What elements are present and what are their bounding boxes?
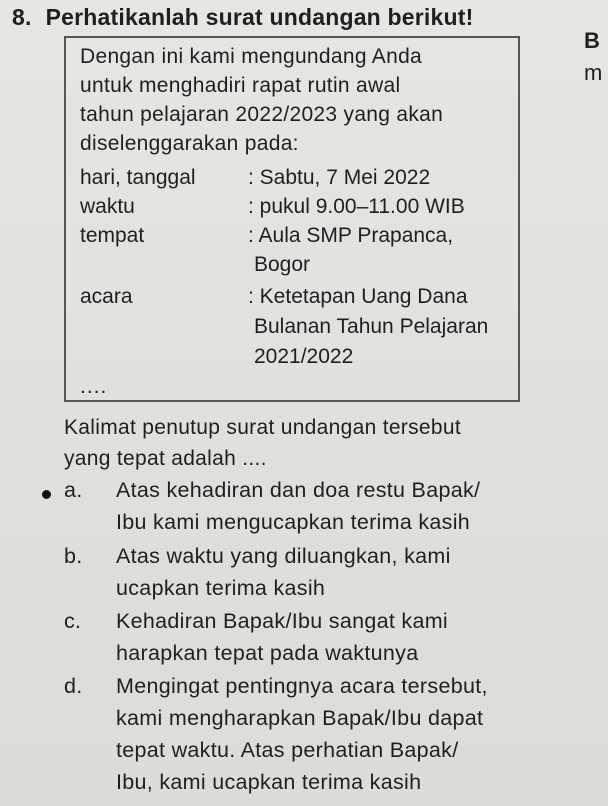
answer-mark-dot bbox=[42, 490, 51, 499]
side-letter-b: B bbox=[584, 28, 600, 53]
option-line: tepat waktu. Atas perhatian Bapak/ bbox=[116, 738, 459, 762]
option-line: kami mengharapkan Bapak/Ibu dapat bbox=[116, 706, 484, 730]
option-key: b. bbox=[64, 544, 83, 568]
side-letter-m: m bbox=[584, 60, 603, 85]
option-line: Ibu, kami ucapkan terima kasih bbox=[116, 770, 422, 794]
intro-line: Dengan ini kami mengundang Anda bbox=[80, 45, 423, 68]
question-header bbox=[12, 4, 473, 31]
intro-line: tahun pelajaran 2022/2023 yang akan bbox=[80, 103, 444, 126]
intro-line: diselenggarakan pada: bbox=[80, 132, 299, 155]
option-b[interactable] bbox=[64, 540, 584, 604]
intro-line: untuk menghadiri rapat rutin awal bbox=[80, 74, 401, 97]
detail-value: : Ketetapan Uang Dana bbox=[248, 285, 468, 308]
option-line: harapkan tepat pada waktunya bbox=[116, 641, 419, 665]
option-line: Ibu kami mengucapkan terima kasih bbox=[116, 510, 471, 534]
option-line: Kehadiran Bapak/Ibu sangat kami bbox=[116, 609, 449, 633]
detail-label: hari, tanggal bbox=[80, 166, 196, 189]
detail-label: tempat bbox=[80, 224, 145, 247]
stem-line: Kalimat penutup surat undangan tersebut bbox=[64, 416, 461, 439]
option-a[interactable] bbox=[64, 474, 584, 538]
detail-value-cont: 2021/2022 bbox=[254, 345, 354, 368]
detail-label: acara bbox=[80, 285, 133, 308]
option-line: Atas waktu yang diluangkan, kami bbox=[116, 544, 451, 568]
option-key: d. bbox=[64, 674, 83, 698]
option-line: Atas kehadiran dan doa restu Bapak/ bbox=[116, 478, 481, 502]
question-number: 8. bbox=[12, 4, 32, 30]
question-prompt: Perhatikanlah surat undangan berikut! bbox=[45, 4, 474, 30]
detail-value-cont: Bogor bbox=[254, 253, 311, 276]
option-line: Mengingat pentingnya acara tersebut, bbox=[116, 674, 488, 698]
detail-value: : pukul 9.00–11.00 WIB bbox=[248, 195, 465, 218]
detail-value-cont: Bulanan Tahun Pelajaran bbox=[254, 315, 489, 338]
stem-line: yang tepat adalah .... bbox=[64, 447, 267, 470]
option-key: a. bbox=[64, 478, 83, 502]
option-d[interactable] bbox=[64, 670, 584, 798]
invitation-intro bbox=[80, 42, 510, 158]
detail-value: : Aula SMP Prapanca, bbox=[248, 224, 454, 247]
letter-ellipsis: .... bbox=[80, 375, 108, 398]
detail-value: : Sabtu, 7 Mei 2022 bbox=[248, 166, 431, 189]
option-c[interactable] bbox=[64, 605, 584, 669]
question-stem bbox=[64, 412, 584, 474]
detail-label: waktu bbox=[80, 195, 135, 218]
option-key: c. bbox=[64, 609, 82, 633]
option-line: ucapkan terima kasih bbox=[116, 576, 326, 600]
